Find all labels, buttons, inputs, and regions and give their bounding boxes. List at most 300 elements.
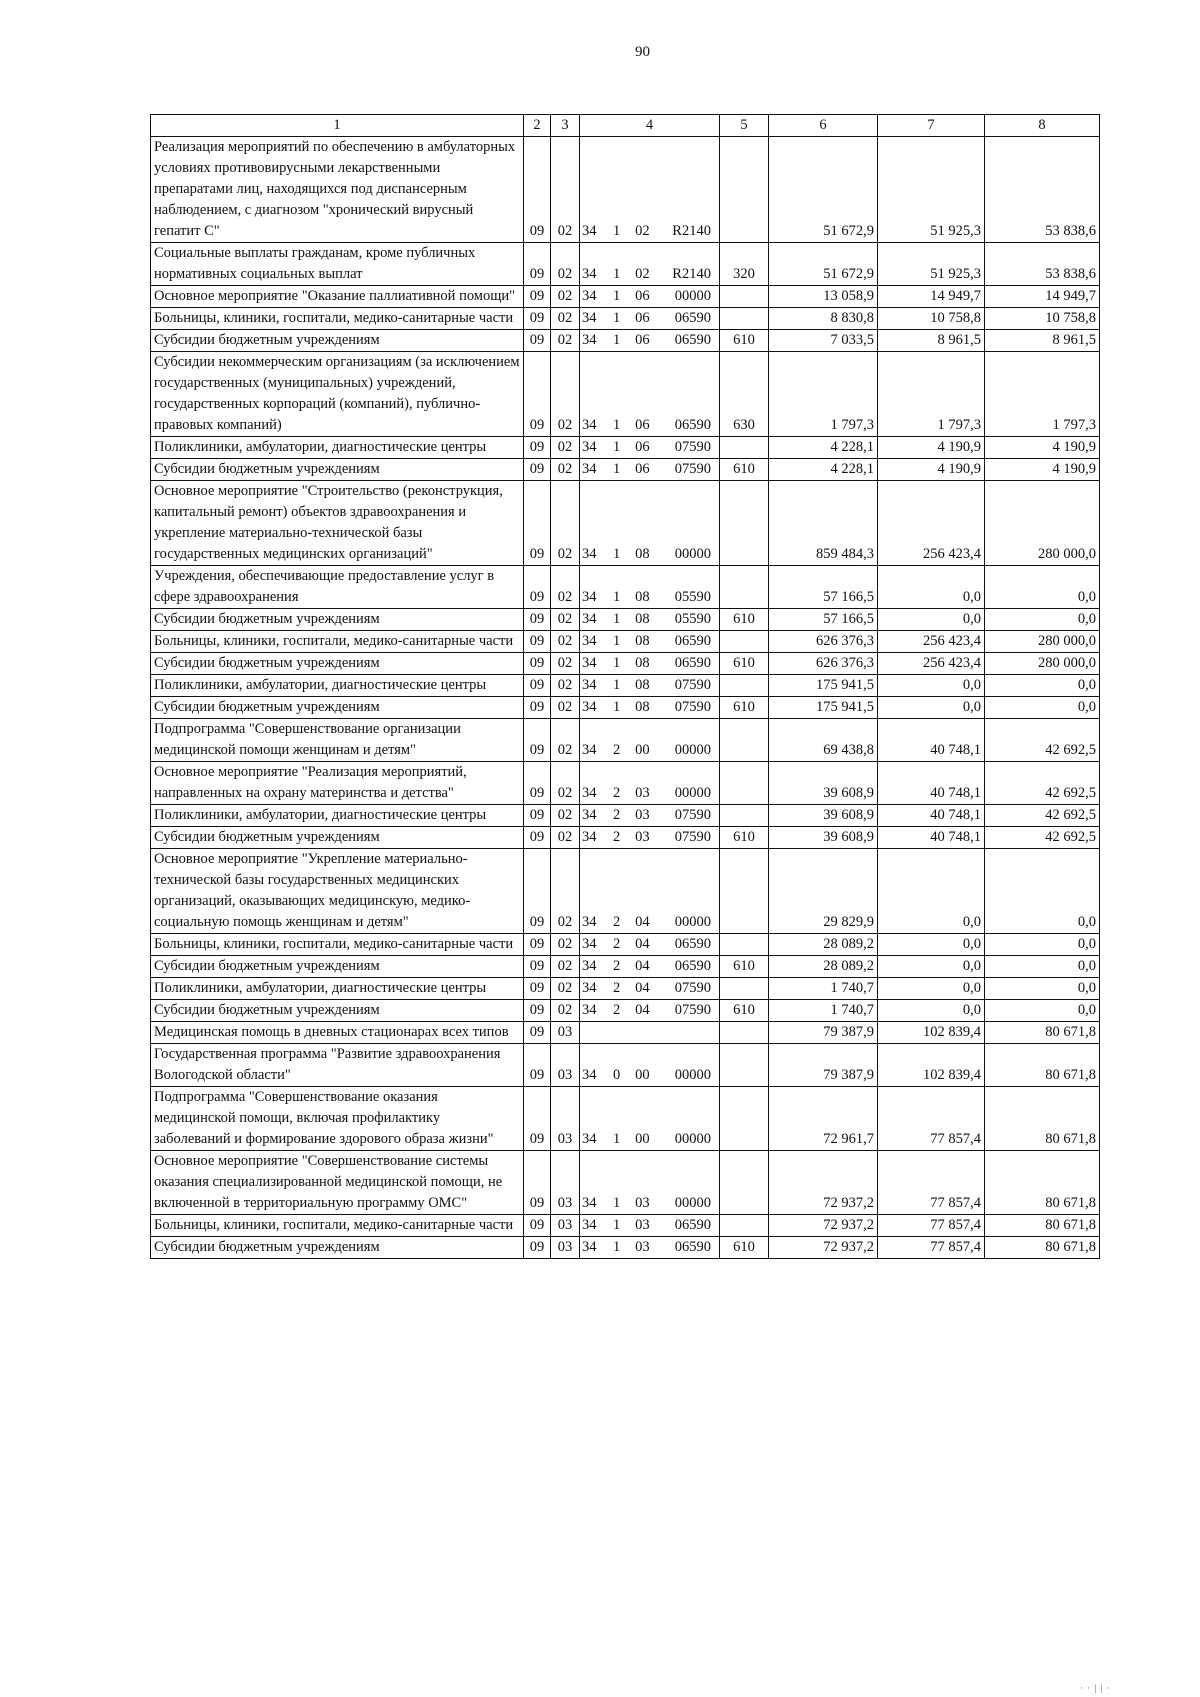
target-article-code [580,653,720,675]
amount-col-7: 77 857,4 [878,1151,985,1215]
target-article-code [580,1215,720,1237]
row-name: Основное мероприятие "Совершенствование системы оказания специализированной медицинской помощи, не включенной в территориальную программу ОМС" [151,1151,524,1215]
amount-col-7: 0,0 [878,675,985,697]
row-name: Социальные выплаты гражданам, кроме публичных нормативных социальных выплат [151,243,524,286]
target-article-part: 00000 [674,288,711,304]
target-article-code [580,719,720,762]
amount-col-7: 4 190,9 [878,437,985,459]
target-article-part: 34 [582,936,597,952]
section-code: 09 [524,719,551,762]
row-name: Поликлиники, амбулатории, диагностические центры [151,978,524,1000]
section-code: 09 [524,1022,551,1044]
amount-col-6: 39 608,9 [769,762,878,805]
table-row [151,827,1100,849]
target-article-part: 06590 [674,655,711,671]
amount-col-6: 72 937,2 [769,1215,878,1237]
target-article-part: 05590 [674,589,711,605]
table-row [151,308,1100,330]
target-article-part: 06 [635,288,650,304]
target-article-part: 00000 [674,1131,711,1147]
target-article-part: 1 [613,332,621,348]
row-name: Медицинская помощь в дневных стационарах всех типов [151,1022,524,1044]
subsection-code: 03 [551,1087,580,1151]
amount-col-6: 13 058,9 [769,286,878,308]
subsection-code: 02 [551,762,580,805]
target-article-part: 07590 [674,677,711,693]
amount-col-6: 79 387,9 [769,1022,878,1044]
scan-marks: · · | | · [1080,1683,1111,1693]
target-article-code [580,609,720,631]
target-article-part: 06 [635,439,650,455]
target-article-part: 04 [635,914,650,930]
target-article-code [580,805,720,827]
amount-col-8: 42 692,5 [985,805,1100,827]
target-article-part: 34 [582,1067,597,1083]
target-article-part: 2 [613,936,621,952]
subsection-code: 02 [551,805,580,827]
subsection-code: 02 [551,697,580,719]
amount-col-8: 53 838,6 [985,137,1100,243]
table-row [151,719,1100,762]
section-code: 09 [524,631,551,653]
target-article-code [580,1044,720,1087]
target-article-part: 00000 [674,742,711,758]
target-article-part: 34 [582,417,597,433]
subsection-code: 02 [551,631,580,653]
row-name: Субсидии бюджетным учреждениям [151,1237,524,1259]
amount-col-8: 4 190,9 [985,459,1100,481]
expense-type-code: 610 [720,330,769,352]
amount-col-6: 72 937,2 [769,1237,878,1259]
subsection-code: 02 [551,827,580,849]
section-code: 09 [524,1000,551,1022]
target-article-part: 34 [582,655,597,671]
section-code: 09 [524,243,551,286]
amount-col-8: 53 838,6 [985,243,1100,286]
amount-col-6: 51 672,9 [769,137,878,243]
target-article-part: 1 [613,1239,621,1255]
table-row [151,934,1100,956]
target-article-part: 34 [582,288,597,304]
section-code: 09 [524,286,551,308]
amount-col-7: 102 839,4 [878,1044,985,1087]
amount-col-6: 7 033,5 [769,330,878,352]
section-code: 09 [524,481,551,566]
section-code: 09 [524,609,551,631]
target-article-part: 1 [613,699,621,715]
subsection-code: 02 [551,286,580,308]
target-article-part: 07590 [674,461,711,477]
subsection-code: 02 [551,566,580,609]
target-article-part: 07590 [674,1002,711,1018]
section-code: 09 [524,978,551,1000]
table-row [151,1087,1100,1151]
subsection-code: 02 [551,719,580,762]
amount-col-8: 280 000,0 [985,481,1100,566]
table-row [151,956,1100,978]
expense-type-code: 610 [720,827,769,849]
amount-col-7: 10 758,8 [878,308,985,330]
expense-type-code [720,1044,769,1087]
target-article-code [580,675,720,697]
amount-col-6: 39 608,9 [769,827,878,849]
amount-col-7: 40 748,1 [878,827,985,849]
expense-type-code: 320 [720,243,769,286]
target-article-part: 34 [582,1217,597,1233]
target-article-part: 0 [613,1067,621,1083]
amount-col-8: 80 671,8 [985,1044,1100,1087]
row-name: Подпрограмма "Совершенствование оказания медицинской помощи, включая профилактику заболеваний и формирование здорового образа жизни" [151,1087,524,1151]
target-article-part: 1 [613,677,621,693]
target-article-part: 2 [613,807,621,823]
target-article-part: 02 [635,223,650,239]
section-code: 09 [524,827,551,849]
amount-col-8: 80 671,8 [985,1237,1100,1259]
expense-type-code: 610 [720,1237,769,1259]
target-article-part: 1 [613,589,621,605]
subsection-code: 03 [551,1022,580,1044]
amount-col-6: 72 937,2 [769,1151,878,1215]
subsection-code: 02 [551,934,580,956]
target-article-code [580,1087,720,1151]
target-article-code [580,978,720,1000]
amount-col-6: 8 830,8 [769,308,878,330]
section-code: 09 [524,1044,551,1087]
target-article-part: 2 [613,1002,621,1018]
amount-col-7: 0,0 [878,566,985,609]
amount-col-6: 626 376,3 [769,631,878,653]
amount-col-8: 1 797,3 [985,352,1100,437]
target-article-part: 1 [613,1195,621,1211]
amount-col-6: 1 797,3 [769,352,878,437]
amount-col-6: 57 166,5 [769,609,878,631]
row-name: Больницы, клиники, госпитали, медико-санитарные части [151,934,524,956]
amount-col-8: 0,0 [985,675,1100,697]
target-article-part: 03 [635,829,650,845]
expense-type-code [720,1215,769,1237]
row-name: Больницы, клиники, госпитали, медико-санитарные части [151,308,524,330]
expense-type-code: 610 [720,653,769,675]
amount-col-8: 0,0 [985,956,1100,978]
row-name: Субсидии бюджетным учреждениям [151,697,524,719]
table-row [151,849,1100,934]
section-code: 09 [524,137,551,243]
row-name: Подпрограмма "Совершенствование организации медицинской помощи женщинам и детям" [151,719,524,762]
section-code: 09 [524,1237,551,1259]
target-article-part: 00000 [674,546,711,562]
target-article-part: 34 [582,914,597,930]
amount-col-8: 0,0 [985,566,1100,609]
table-row [151,330,1100,352]
amount-col-6: 72 961,7 [769,1087,878,1151]
target-article-part: 04 [635,980,650,996]
target-article-part: 06 [635,417,650,433]
row-name: Субсидии бюджетным учреждениям [151,1000,524,1022]
target-article-part: 34 [582,266,597,282]
section-code: 09 [524,352,551,437]
target-article-part: 1 [613,655,621,671]
expense-type-code [720,1022,769,1044]
amount-col-7: 0,0 [878,849,985,934]
expense-type-code [720,805,769,827]
target-article-code [580,437,720,459]
table-row [151,481,1100,566]
target-article-code [580,631,720,653]
expense-type-code [720,137,769,243]
table-row [151,805,1100,827]
target-article-code [580,827,720,849]
expense-type-code: 630 [720,352,769,437]
target-article-part: 06 [635,310,650,326]
target-article-part: 06590 [674,936,711,952]
amount-col-7: 77 857,4 [878,1087,985,1151]
amount-col-6: 4 228,1 [769,437,878,459]
expense-type-code: 610 [720,459,769,481]
amount-col-6: 79 387,9 [769,1044,878,1087]
subsection-code: 02 [551,308,580,330]
subsection-code: 02 [551,849,580,934]
target-article-part: 06 [635,332,650,348]
amount-col-8: 0,0 [985,1000,1100,1022]
target-article-part: 34 [582,785,597,801]
target-article-code [580,1237,720,1259]
target-article-part: 34 [582,980,597,996]
subsection-code: 02 [551,352,580,437]
target-article-part: 34 [582,958,597,974]
target-article-part: 06590 [674,310,711,326]
expense-type-code: 610 [720,609,769,631]
subsection-code: 03 [551,1044,580,1087]
subsection-code: 02 [551,481,580,566]
table-row [151,609,1100,631]
expense-type-code: 610 [720,697,769,719]
amount-col-6: 57 166,5 [769,566,878,609]
amount-col-7: 40 748,1 [878,719,985,762]
expense-type-code [720,437,769,459]
row-name: Субсидии некоммерческим организациям (за исключением государственных (муниципальных) учреждений, государственных корпораций (компаний), публично-правовых компаний) [151,352,524,437]
target-article-part: 00000 [674,1067,711,1083]
expense-type-code [720,934,769,956]
amount-col-7: 102 839,4 [878,1022,985,1044]
target-article-part: 04 [635,958,650,974]
table-row [151,1215,1100,1237]
amount-col-7: 40 748,1 [878,805,985,827]
amount-col-7: 40 748,1 [878,762,985,805]
target-article-code [580,481,720,566]
row-name: Больницы, клиники, госпитали, медико-санитарные части [151,1215,524,1237]
amount-col-8: 42 692,5 [985,827,1100,849]
amount-col-7: 77 857,4 [878,1237,985,1259]
amount-col-7: 51 925,3 [878,137,985,243]
target-article-part: 34 [582,742,597,758]
amount-col-8: 0,0 [985,978,1100,1000]
target-article-part: 1 [613,1217,621,1233]
target-article-part: 03 [635,785,650,801]
target-article-part: 06590 [674,1239,711,1255]
target-article-code [580,566,720,609]
table-row [151,243,1100,286]
table-row [151,675,1100,697]
target-article-code [580,849,720,934]
target-article-part: 34 [582,1195,597,1211]
section-code: 09 [524,805,551,827]
target-article-code [580,459,720,481]
header-cell: 2 [524,115,551,137]
expense-type-code [720,675,769,697]
page-number: 90 [635,44,650,60]
amount-col-6: 4 228,1 [769,459,878,481]
target-article-part: 34 [582,699,597,715]
subsection-code: 02 [551,459,580,481]
expense-type-code [720,1151,769,1215]
target-article-part: 00 [635,742,650,758]
target-article-part: 07590 [674,439,711,455]
amount-col-7: 77 857,4 [878,1215,985,1237]
amount-col-8: 42 692,5 [985,719,1100,762]
target-article-code [580,762,720,805]
table-row [151,631,1100,653]
target-article-part: 00000 [674,1195,711,1211]
target-article-part: 34 [582,1131,597,1147]
subsection-code: 02 [551,956,580,978]
target-article-part: 1 [613,439,621,455]
row-name: Поликлиники, амбулатории, диагностические центры [151,675,524,697]
target-article-code [580,330,720,352]
amount-col-8: 80 671,8 [985,1087,1100,1151]
section-code: 09 [524,849,551,934]
header-cell: 7 [878,115,985,137]
subsection-code: 03 [551,1215,580,1237]
target-article-part: 2 [613,958,621,974]
row-name: Больницы, клиники, госпитали, медико-санитарные части [151,631,524,653]
subsection-code: 02 [551,330,580,352]
target-article-part: 1 [613,288,621,304]
target-article-part: 02 [635,266,650,282]
section-code: 09 [524,762,551,805]
amount-col-8: 80 671,8 [985,1022,1100,1044]
row-name: Основное мероприятие "Строительство (реконструкция, капитальный ремонт) объектов здравоохранения и укрепление материально-технической базы государственных медицинских организаций" [151,481,524,566]
amount-col-7: 0,0 [878,697,985,719]
amount-col-6: 29 829,9 [769,849,878,934]
amount-col-7: 1 797,3 [878,352,985,437]
target-article-part: 2 [613,742,621,758]
amount-col-7: 0,0 [878,978,985,1000]
row-name: Основное мероприятие "Укрепление материально-технической базы государственных медицинских организаций, оказывающих медицинскую, медико-социальную помощь женщинам и детям" [151,849,524,934]
target-article-part: 08 [635,546,650,562]
subsection-code: 03 [551,1237,580,1259]
target-article-part: 2 [613,914,621,930]
target-article-part: 07590 [674,699,711,715]
target-article-part: 1 [613,1131,621,1147]
amount-col-8: 0,0 [985,697,1100,719]
amount-col-8: 0,0 [985,849,1100,934]
target-article-code [580,934,720,956]
section-code: 09 [524,1087,551,1151]
row-name: Субсидии бюджетным учреждениям [151,827,524,849]
table-row [151,762,1100,805]
amount-col-6: 1 740,7 [769,1000,878,1022]
amount-col-7: 256 423,4 [878,653,985,675]
target-article-part: 06590 [674,332,711,348]
row-name: Основное мероприятие "Реализация мероприятий, направленных на охрану материнства и детства" [151,762,524,805]
table-row [151,437,1100,459]
table-row [151,1000,1100,1022]
target-article-part: 34 [582,677,597,693]
section-code: 09 [524,1215,551,1237]
target-article-part: 34 [582,439,597,455]
amount-col-6: 39 608,9 [769,805,878,827]
amount-col-8: 8 961,5 [985,330,1100,352]
section-code: 09 [524,675,551,697]
amount-col-7: 256 423,4 [878,631,985,653]
table-row [151,352,1100,437]
target-article-part: 06 [635,461,650,477]
amount-col-6: 859 484,3 [769,481,878,566]
section-code: 09 [524,1151,551,1215]
expense-type-code [720,631,769,653]
table-row [151,1237,1100,1259]
amount-col-6: 51 672,9 [769,243,878,286]
subsection-code: 02 [551,978,580,1000]
target-article-part: 1 [613,310,621,326]
target-article-part: 06590 [674,1217,711,1233]
amount-col-8: 80 671,8 [985,1215,1100,1237]
subsection-code: 02 [551,653,580,675]
target-article-part: 03 [635,807,650,823]
amount-col-6: 28 089,2 [769,934,878,956]
section-code: 09 [524,653,551,675]
target-article-part: 00 [635,1131,650,1147]
target-article-code [580,137,720,243]
amount-col-7: 256 423,4 [878,481,985,566]
header-cell: 8 [985,115,1100,137]
section-code: 09 [524,459,551,481]
table-row [151,1022,1100,1044]
target-article-part: 1 [613,223,621,239]
target-article-code [580,697,720,719]
row-name: Поликлиники, амбулатории, диагностические центры [151,805,524,827]
amount-col-7: 4 190,9 [878,459,985,481]
target-article-part: 00 [635,1067,650,1083]
expense-type-code [720,481,769,566]
target-article-part: 34 [582,1002,597,1018]
expense-type-code [720,849,769,934]
amount-col-6: 28 089,2 [769,956,878,978]
header-cell: 4 [580,115,720,137]
table-row [151,459,1100,481]
target-article-part: 08 [635,677,650,693]
target-article-part: 34 [582,461,597,477]
expense-type-code: 610 [720,956,769,978]
row-name: Основное мероприятие "Оказание паллиативной помощи" [151,286,524,308]
target-article-part: 1 [613,266,621,282]
section-code: 09 [524,697,551,719]
header-row [151,115,1100,137]
amount-col-8: 0,0 [985,934,1100,956]
amount-col-8: 80 671,8 [985,1151,1100,1215]
target-article-part: 34 [582,310,597,326]
target-article-part: R2140 [672,223,711,239]
amount-col-6: 69 438,8 [769,719,878,762]
row-name: Субсидии бюджетным учреждениям [151,956,524,978]
target-article-part: 2 [613,980,621,996]
target-article-part: 05590 [674,611,711,627]
target-article-part: 08 [635,589,650,605]
subsection-code: 02 [551,1000,580,1022]
row-name: Субсидии бюджетным учреждениям [151,653,524,675]
target-article-part: 34 [582,611,597,627]
amount-col-7: 14 949,7 [878,286,985,308]
